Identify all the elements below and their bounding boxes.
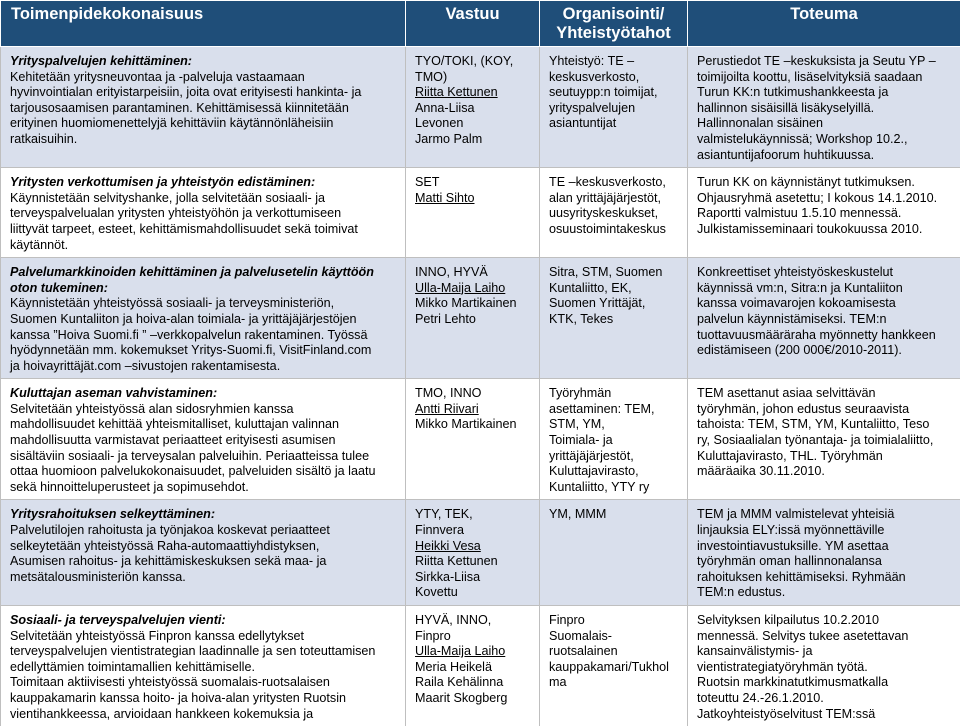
cell-text-line: Suomalais- [549,629,681,645]
cell-text-line: hyvinvointialan erityistarpeisiin, joita ovat erityisesti hankinta- ja [10,85,399,101]
cell-text-line: ottaa huomioon palvelukokonaisuudet, palveluiden sisältö ja laatu [10,464,399,480]
cell-text-line: Työryhmän [549,386,681,402]
cell-toteuma [688,168,960,258]
cell-text-line: uusyrityskeskukset, [549,206,681,222]
cell-text-line: Levonen [415,116,533,132]
cell-text-line: Meria Heikelä [415,660,533,676]
cell-text-line: mennessä. Selvitys tukee asetettavan [697,629,955,645]
cell-text-line: Kuluttajavirasto, THL. Työryhmän [697,449,955,465]
cell-text-line: Ohjausryhmä asetettu; I kokous 14.1.2010. [697,191,955,207]
cell-text-line: Perustiedot TE –keskuksista ja Seutu YP – [697,54,955,70]
cell-text-line: Petri Lehto [415,312,533,328]
cell-text-line: käynnissä vm:n, Sitra:n ja Kuntaliiton [697,281,955,297]
table-body [1,47,960,726]
cell-heading: Yritysten verkottumisen ja yhteistyön edistäminen: [10,175,399,191]
cell-toteuma [688,47,960,168]
cell-text-line: erityinen huomiomenettelyjä kehittäviin käytännönläheisiin [10,116,399,132]
cell-text-line: Julkistamisseminaari toukokuussa 2010. [697,222,955,238]
cell-text-line: tarjousosaamisen parantaminen. Kehittämisessä kiinnitetään [10,101,399,117]
contact-person: Riitta Kettunen [415,85,533,101]
cell-text-line: kauppakamari/Tukhol [549,660,681,676]
cell-heading: Kuluttajan aseman vahvistaminen: [10,386,399,402]
table-header [1,1,960,47]
cell-text-line: Käynnistetään yhteistyössä sosiaali- ja terveysministeriön, [10,296,399,312]
cell-text-line: TE –keskusverkosto, [549,175,681,191]
cell-toimenpidekokonaisuus [1,168,406,258]
cell-text-line: mahdollisuudet kehittää yhteismitalliset, kuluttajan valinnan [10,417,399,433]
table-row [1,258,960,379]
cell-text-line: linjauksia ELY:issä myönnettäville [697,523,955,539]
cell-toimenpidekokonaisuus [1,258,406,379]
cell-text-line: työryhmän, johon edustus seuraavista [697,402,955,418]
cell-text-line: rahoituksen kehittämiseksi. Ryhmään [697,570,955,586]
cell-text-line: keskusverkosto, [549,70,681,86]
cell-vastuu [406,606,540,726]
cell-text-line: INNO, HYVÄ [415,265,533,281]
table-row [1,500,960,606]
cell-text-line: Käynnistetään selvityshanke, jolla selvitetään sosiaali- ja [10,191,399,207]
cell-text-line: ma [549,675,681,691]
contact-person: Ulla-Maija Laiho [415,281,533,297]
cell-toimenpidekokonaisuus [1,606,406,726]
cell-text-line: liittyvät tarpeet, esteet, kehittämismahdollisuudet sekä toimivat [10,222,399,238]
cell-text-line: Selvitetään yhteistyössä alan sidosryhmien kanssa [10,402,399,418]
cell-text-line: vientihankkeessa, arvioidaan hankkeen kokemuksia ja [10,707,399,723]
cell-text-line: toteuttu 24.-26.1.2010. [697,691,955,707]
cell-text-line: Asumisen rahoitus- ja kehittämiskeskuksen sekä maa- ja [10,554,399,570]
cell-text-line: Suomen Kuntaliiton ja hoiva-alan toimiala- ja yrittäjäjärjestöjen [10,312,399,328]
cell-text-line: valmistelukäynnissä; Workshop 10.2., [697,132,955,148]
cell-toteuma [688,258,960,379]
cell-organisointi [540,606,688,726]
cell-text-line: YM, MMM [549,507,681,523]
cell-text-line: yrityspalvelujen [549,101,681,117]
cell-text-line: Finpro [415,629,533,645]
cell-text-line: SET [415,175,533,191]
cell-heading: Yritysrahoituksen selkeyttäminen: [10,507,399,523]
cell-organisointi [540,500,688,606]
cell-text-line: käytännöt. [10,238,399,254]
cell-text-line: Sirkka-Liisa [415,570,533,586]
cell-text-line: ruotsalainen [549,644,681,660]
cell-text-line: mahdollisuutta varmistavat periaatteet erityisesti asumisen [10,433,399,449]
cell-text-line: Kuntaliitto, EK, [549,281,681,297]
cell-organisointi [540,168,688,258]
header-toteuma: Toteuma [688,1,960,47]
cell-text-line: Hallinnonalan sisäinen [697,116,955,132]
cell-text-line: Maarit Skogberg [415,691,533,707]
cell-text-line: TMO, INNO [415,386,533,402]
cell-text-line: määräaika 30.11.2010. [697,464,955,480]
contact-person: Heikki Vesa [415,539,533,555]
cell-text-line: ry, Sosiaalialan työnantaja- ja toimialaliitto, [697,433,955,449]
cell-toteuma [688,500,960,606]
cell-text-line: hallinnon sisäisillä lisäkyselyillä. [697,101,955,117]
table-row [1,606,960,726]
cell-text-line: ja hoivayrittäjät.com –sivustojen rakentamisesta. [10,359,399,375]
cell-text-line: investointiavustuksille. YM asettaa [697,539,955,555]
cell-text-line: vientistrategiatyöryhmän työtä. [697,660,955,676]
cell-text-line: Jatkoyhteistyöselvitust TEM:ssä [697,707,955,723]
table-row [1,379,960,500]
cell-text-line: Toimitaan aktiivisesti yhteistyössä suomalais-ruotsalaisen [10,675,399,691]
table-row [1,168,960,258]
cell-text-line: Ruotsin markkinatutkimusmatkalla [697,675,955,691]
cell-text-line: STM, YM, [549,417,681,433]
cell-text-line: metsätalousministeriön kanssa. [10,570,399,586]
cell-vastuu [406,258,540,379]
cell-text-line: Raila Kehälinna [415,675,533,691]
cell-toimenpidekokonaisuus [1,47,406,168]
cell-text-line: Turun KK on käynnistänyt tutkimuksen. [697,175,955,191]
cell-text-line: Anna-Liisa [415,101,533,117]
cell-text-line: Palvelutilojen rahoitusta ja työnjakoa koskevat periaatteet [10,523,399,539]
cell-organisointi [540,47,688,168]
header-toimenpidekokonaisuus: Toimenpidekokonaisuus [1,1,406,47]
cell-text-line: asiantuntijat [549,116,681,132]
cell-heading: Yrityspalvelujen kehittäminen: [10,54,399,70]
header-organisointi [540,1,688,47]
cell-toteuma [688,379,960,500]
cell-text-line: Kehitetään yritysneuvontaa ja -palveluja vastaamaan [10,70,399,86]
cell-toteuma [688,606,960,726]
cell-text-line: YTY, TEK, [415,507,533,523]
cell-vastuu [406,168,540,258]
contact-person: Antti Riivari [415,402,533,418]
cell-text-line: kanssa voimavarojen kokoamisesta [697,296,955,312]
cell-text-line: Raportti valmistuu 1.5.10 mennessä. [697,206,955,222]
cell-vastuu [406,47,540,168]
cell-text-line: TEM:n edustus. [697,585,955,601]
cell-text-line: TEM ja MMM valmistelevat yhteisiä [697,507,955,523]
cell-text-line: kansainvälistymis- ja [697,644,955,660]
header-organisointi-line: Organisointi/ [546,5,681,24]
cell-vastuu [406,500,540,606]
cell-text-line: Yhteistyö: TE – [549,54,681,70]
cell-text-line: asiantuntijafoorum huhtikuussa. [697,148,955,164]
cell-text-line: TYO/TOKI, (KOY, [415,54,533,70]
cell-text-line: selkeytetään yhteistyössä Raha-automaattiyhdistyksen, [10,539,399,555]
cell-text-line: TMO) [415,70,533,86]
cell-text-line: Riitta Kettunen [415,554,533,570]
cell-text-line: Kovettu [415,585,533,601]
cell-heading: oton tukeminen: [10,281,399,297]
cell-text-line: terveyspalvelujen vientistrategian laadinnalle ja sen toteuttamisen [10,644,399,660]
cell-organisointi [540,379,688,500]
contact-person: Ulla-Maija Laiho [415,644,533,660]
cell-text-line: Finnvera [415,523,533,539]
cell-heading: Sosiaali- ja terveyspalvelujen vienti: [10,613,399,629]
cell-text-line: Selvityksen kilpailutus 10.2.2010 [697,613,955,629]
cell-text-line: Suomen Yrittäjät, [549,296,681,312]
cell-text-line: Toimiala- ja [549,433,681,449]
cell-text-line: Mikko Martikainen [415,417,533,433]
contact-person: Matti Sihto [415,191,533,207]
cell-vastuu [406,379,540,500]
cell-toimenpidekokonaisuus [1,379,406,500]
cell-text-line: Jarmo Palm [415,132,533,148]
cell-text-line: Kuntaliitto, YTY ry [549,480,681,496]
cell-organisointi [540,258,688,379]
cell-text-line: TEM asettanut asiaa selvittävän [697,386,955,402]
cell-text-line: sisältäviin sosiaali- ja terveysalan palveluihin. Periaatteissa tulee [10,449,399,465]
cell-text-line: seutuypp:n toimijat, [549,85,681,101]
cell-text-line: KTK, Tekes [549,312,681,328]
cell-text-line: Sitra, STM, Suomen [549,265,681,281]
cell-text-line: Turun KK:n tutkimushankkeesta ja [697,85,955,101]
table-row [1,47,960,168]
cell-text-line: Kuluttajavirasto, [549,464,681,480]
cell-text-line: tuottavuusmääräraha myönnetty hankkeen [697,328,955,344]
cell-text-line: toimijoilta koottu, lisäselvityksiä saadaan [697,70,955,86]
cell-text-line: Mikko Martikainen [415,296,533,312]
cell-text-line: kanssa ”Hoiva Suomi.fi ” –verkkopalvelun rakentaminen. Työssä [10,328,399,344]
cell-text-line: edistämiseen (200 000€/2010-2011). [697,343,955,359]
cell-text-line: sekä hinnoitteluperusteet ja sopimusehdot. [10,480,399,496]
cell-text-line: terveyspalvelualan yritysten yhteistyöhön ja verkottumiseen [10,206,399,222]
cell-text-line: alan yrittäjäjärjestöt, [549,191,681,207]
cell-text-line: ratkaisuihin. [10,132,399,148]
cell-text-line: asettaminen: TEM, [549,402,681,418]
cell-text-line: kauppakamarin kanssa hoito- ja hoiva-alan yritysten Ruotsin [10,691,399,707]
cell-text-line: HYVÄ, INNO, [415,613,533,629]
cell-text-line: Selvitetään yhteistyössä Finpron kanssa edellytykset [10,629,399,645]
cell-text-line: yrittäjäjärjestöt, [549,449,681,465]
header-row [1,1,960,47]
header-organisointi-line: Yhteistyötahot [546,24,681,43]
cell-text-line: palvelun käynnistämiseksi. TEM:n [697,312,955,328]
header-vastuu: Vastuu [406,1,540,47]
cell-text-line: tahoista: TEM, STM, YM, Kuntaliitto, Teso [697,417,955,433]
cell-text-line: Konkreettiset yhteistyöskeskustelut [697,265,955,281]
cell-text-line: hyödynnetään mm. kokemukset Yritys-Suomi.fi, VisitFinland.com [10,343,399,359]
cell-heading: Palvelumarkkinoiden kehittäminen ja palvelusetelin käyttöön [10,265,399,281]
cell-text-line: Finpro [549,613,681,629]
cell-toimenpidekokonaisuus [1,500,406,606]
cell-text-line: työryhmän oman hallinnonalansa [697,554,955,570]
cell-text-line: edellyttämien toimintamallien kehittämiselle. [10,660,399,676]
cell-text-line: osuustoimintakeskus [549,222,681,238]
